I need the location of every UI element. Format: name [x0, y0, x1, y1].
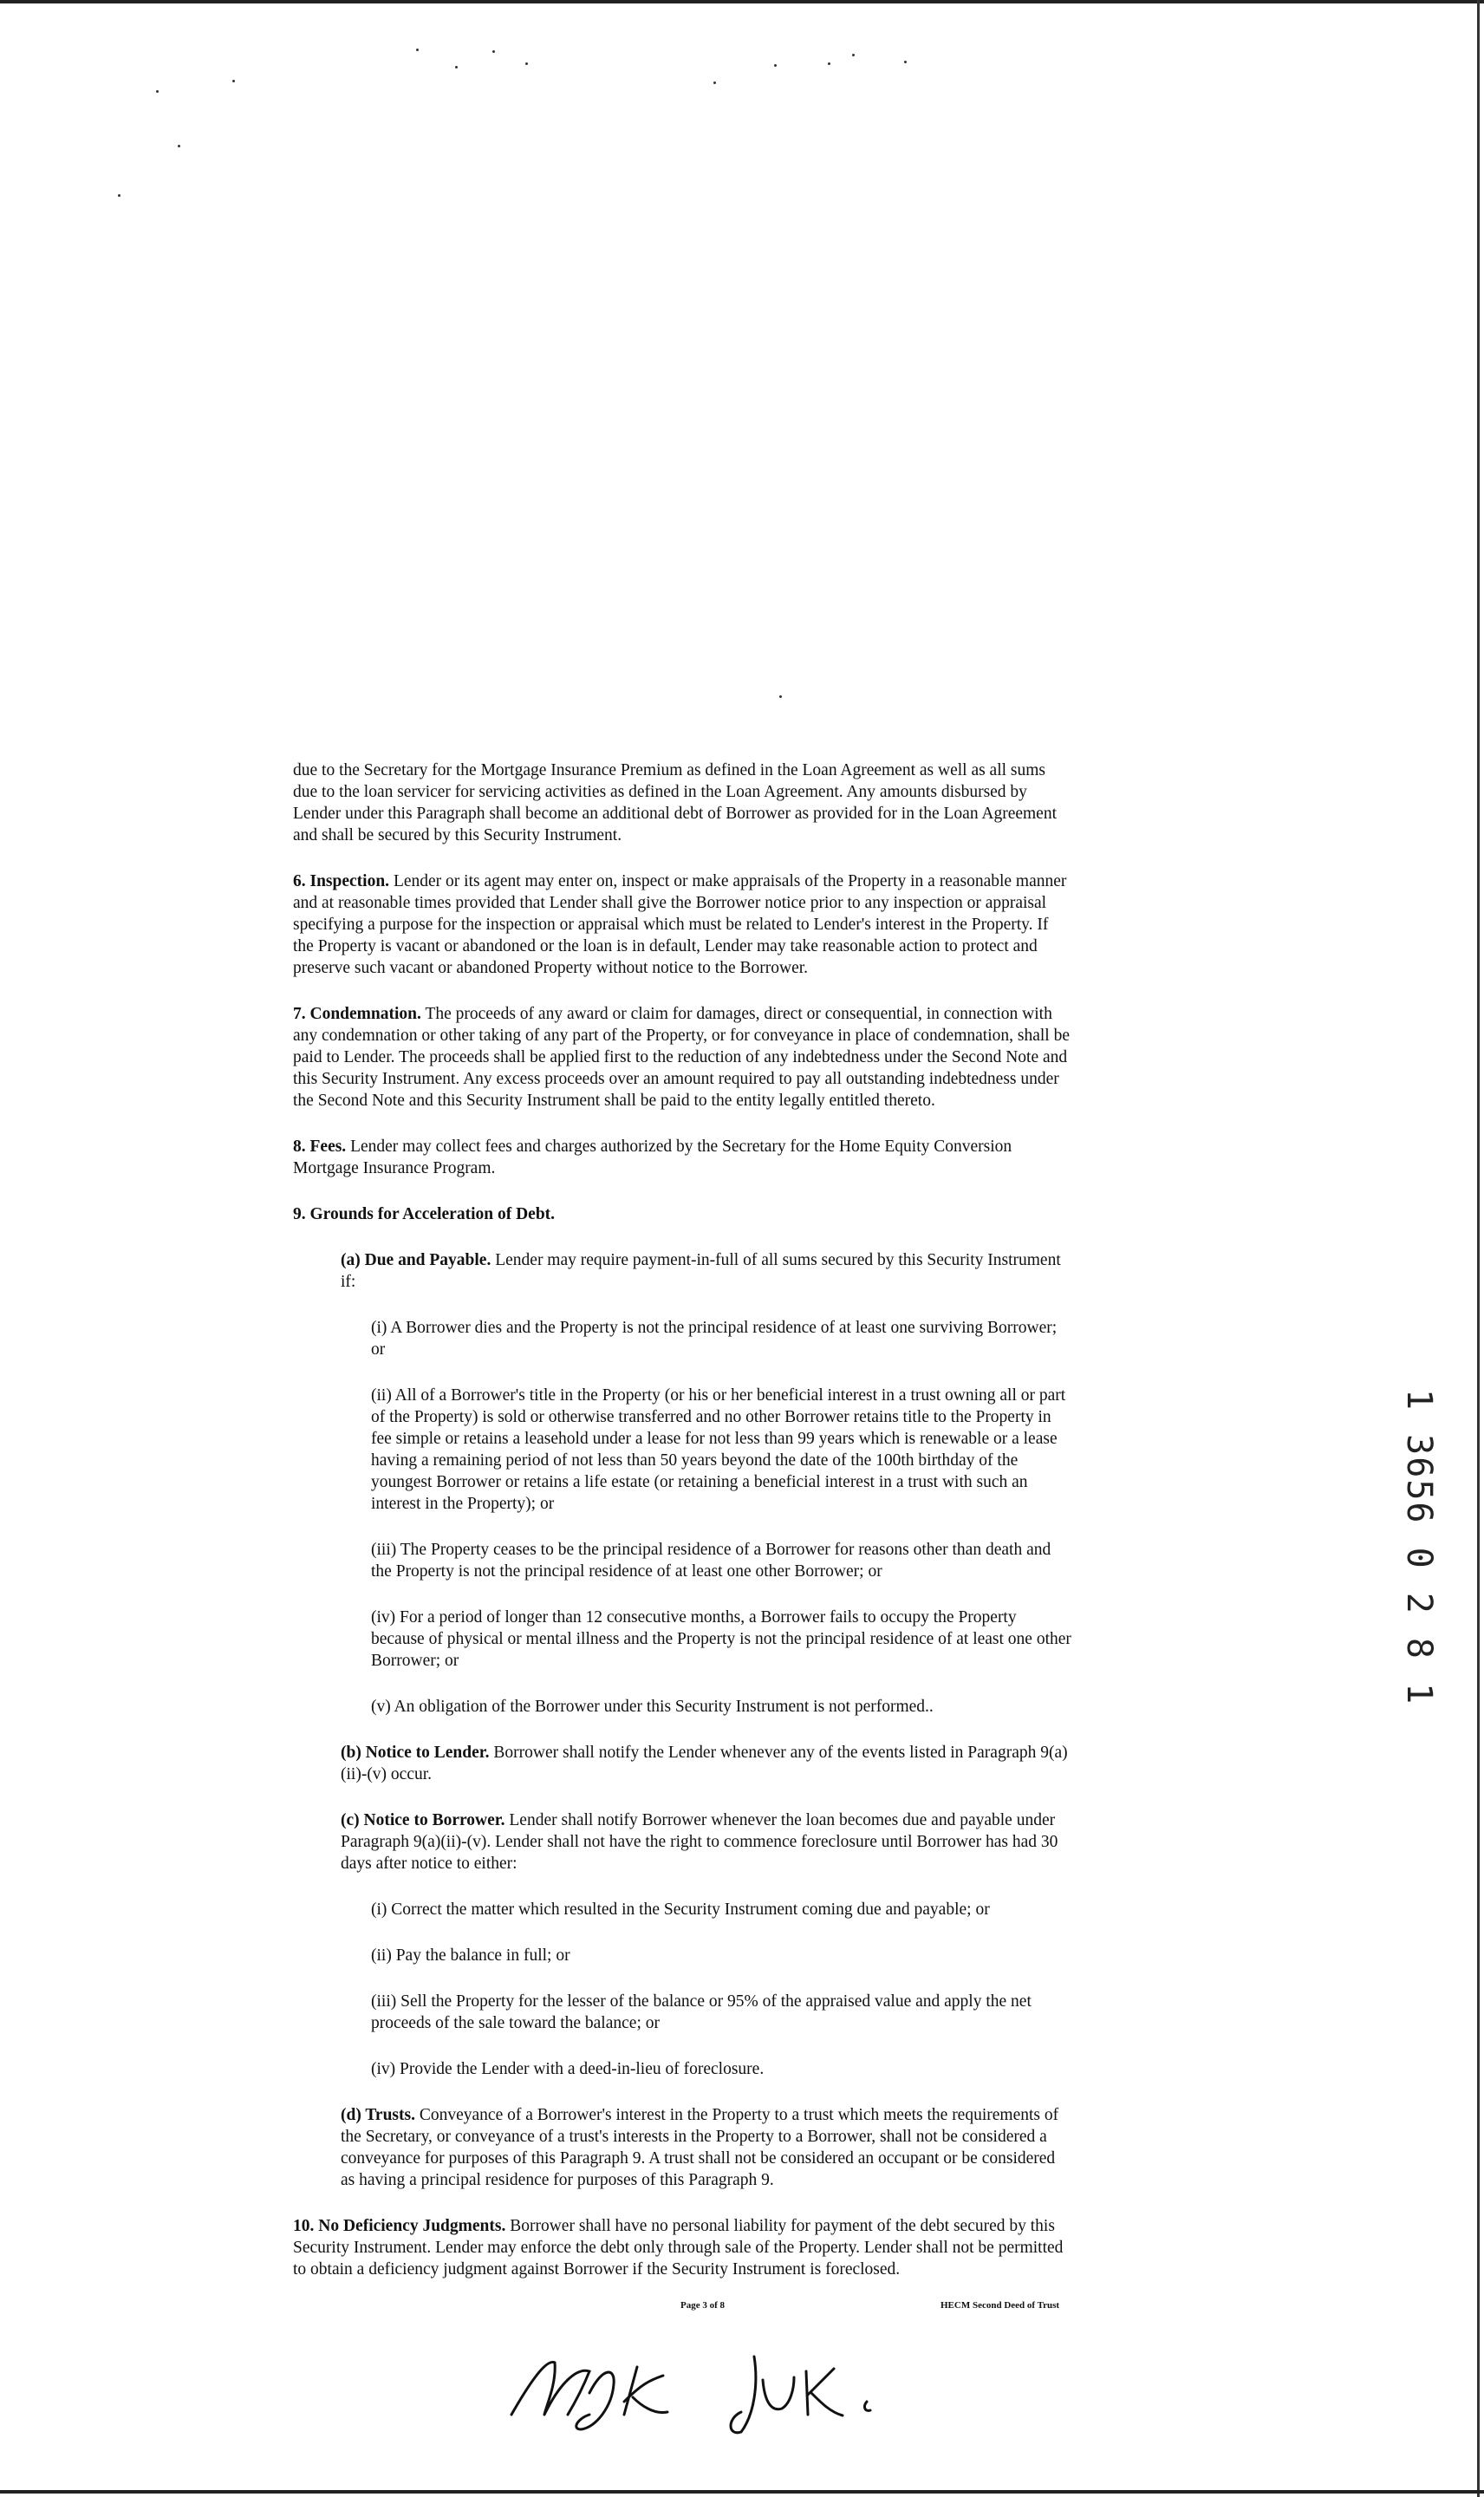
scan-speck	[492, 50, 495, 53]
clause-9c-iii: (iii) Sell the Property for the lesser of the balance or 95% of the appraised value and apply the net proceeds of the sale toward the balance; or	[371, 1992, 1032, 2032]
scan-speck	[455, 66, 458, 68]
clause-9a-iii: (iii) The Property ceases to be the principal residence of a Borrower for reasons other than death and the Property is not the principal residence of at least one other Borrower; or	[371, 1541, 1051, 1581]
scan-speck	[904, 61, 907, 63]
paragraph-9-heading	[293, 1203, 1073, 1225]
clause-9a-iv: (iv) For a period of longer than 12 consecutive months, a Borrower fails to occupy the Property because of physical or mental illness and the Property is not the principal residence of at least one other Borrower; or	[371, 1608, 1071, 1670]
scan-speck	[525, 62, 528, 65]
page-footer	[0, 2300, 1484, 2318]
scan-speck	[713, 81, 716, 84]
heading-inspection: 6. Inspection.	[293, 872, 390, 890]
scan-speck	[178, 145, 180, 147]
paragraph-9d: (d) Trusts. Conveyance of a Borrower's interest in the Property to a trust which meets the requirements of the Secretary, or conveyance of a trust's interests in the Property to a Borrower, shall not be considered a conveyance for purposes of this Paragraph 9. A trust shall not be considered an occupant or be considered as having a principal residence for purposes of this Paragraph 9.	[341, 2106, 1059, 2189]
heading-notice-lender: (b) Notice to Lender.	[341, 1744, 490, 1762]
paragraph-7-condemnation: 7. Condemnation. The proceeds of any award or claim for damages, direct or consequential, in connection with any condemnation or other taking of any part of the Property, or for conveyance in place of condemnation, shall be paid to Lender. The proceeds shall be applied first to the reduction of any indebtedness under the Second Note and this Security Instrument. Any excess proceeds over an amount required to pay all outstanding indebtedness under the Second Note and this Security Instrument shall be paid to the entity legally entitled thereto.	[293, 1005, 1070, 1110]
scan-speck	[852, 54, 855, 56]
paragraph-continuation: due to the Secretary for the Mortgage Insurance Premium as defined in the Loan Agreement as well as all sums due to the loan servicer for servicing activities as defined in the Loan Agreement. Any amounts disbursed by Lender under this Paragraph shall become an additional debt of Borrower as provided for in the Loan Agreement and shall be secured by this Security Instrument.	[293, 761, 1058, 844]
clause-9c-ii: (ii) Pay the balance in full; or	[371, 1946, 570, 1965]
clause-9c-iv: (iv) Provide the Lender with a deed-in-lieu of foreclosure.	[371, 2060, 765, 2078]
clause-9a-ii: (ii) All of a Borrower's title in the Property (or his or her beneficial interest in a trust owning all or part of the Property) is sold or otherwise transferred and no other Borrower retains title to the Property in fee simple or retains a leasehold under a lease for not less than 99 years which is renewable or a lease having a remaining period of not less than 50 years beyond the date of the 100th birthday of the youngest Borrower or retains a life estate (or retaining a beneficial interest in a trust with such an interest in the Property); or	[371, 1386, 1066, 1513]
document-body	[293, 760, 1073, 2305]
heading-trusts: (d) Trusts.	[341, 2106, 415, 2124]
paragraph-9c: (c) Notice to Borrower. Lender shall notify Borrower whenever the loan becomes due and payable under Paragraph 9(a)(ii)-(v). Lender shall not have the right to commence foreclosure until Borrower has had 30 days after notice to either:	[341, 1811, 1058, 1873]
scan-speck	[779, 695, 782, 698]
scan-border-right	[1477, 0, 1480, 2497]
scan-speck	[774, 64, 777, 67]
paragraph-6-inspection: 6. Inspection. Lender or its agent may enter on, inspect or make appraisals of the Property in a reasonable manner and at reasonable times provided that Lender shall give the Borrower notice prior to any inspection or appraisal specifying a purpose for the inspection or appraisal which must be related to Lender's interest in the Property. If the Property is vacant or abandoned or the loan is in default, Lender may take reasonable action to protect and preserve such vacant or abandoned Property without notice to the Borrower.	[293, 872, 1067, 977]
heading-due-payable: (a) Due and Payable.	[341, 1251, 491, 1269]
scan-speck	[416, 49, 419, 51]
paragraph-8-fees: 8. Fees. Lender may collect fees and charges authorized by the Secretary for the Home Equity Conversion Mortgage Insurance Program.	[293, 1138, 1012, 1177]
heading-no-deficiency: 10. No Deficiency Judgments.	[293, 2217, 506, 2235]
scan-speck	[156, 90, 159, 93]
recording-stamp-number: 1 3656 0 2 8 1	[1399, 1389, 1439, 1706]
heading-condemnation: 7. Condemnation.	[293, 1005, 421, 1023]
clause-9a-v: (v) An obligation of the Borrower under this Security Instrument is not performed..	[371, 1698, 934, 1716]
paragraph-10-no-deficiency: 10. No Deficiency Judgments. Borrower shall have no personal liability for payment of the debt secured by this Security Instrument. Lender may enforce the debt only through sale of the Property. Lender shall not be permitted to obtain a deficiency judgment against Borrower if the Security Instrument is foreclosed.	[293, 2217, 1064, 2279]
clause-9c-i: (i) Correct the matter which resulted in the Security Instrument coming due and payable; or	[371, 1900, 990, 1919]
form-name: HECM Second Deed of Trust	[941, 2300, 1060, 2311]
page-number: Page 3 of 8	[680, 2300, 726, 2311]
scan-speck	[232, 80, 235, 82]
scan-speck	[118, 194, 120, 197]
scan-border-top	[0, 0, 1484, 3]
clause-9a-i: (i) A Borrower dies and the Property is not the principal residence of at least one surviving Borrower; or	[371, 1319, 1058, 1359]
heading-notice-borrower: (c) Notice to Borrower.	[341, 1811, 505, 1829]
scan-speck	[828, 62, 830, 65]
scan-border-bottom	[0, 2490, 1484, 2494]
paragraph-9a: (a) Due and Payable. Lender may require payment-in-full of all sums secured by this Security Instrument if:	[341, 1251, 1061, 1291]
heading-grounds-acceleration: 9. Grounds for Acceleration of Debt.	[293, 1205, 556, 1223]
heading-fees: 8. Fees.	[293, 1138, 347, 1156]
paragraph-9b: (b) Notice to Lender. Borrower shall notify the Lender whenever any of the events listed in Paragraph 9(a)(ii)-(v) occur.	[341, 1744, 1068, 1783]
handwritten-initials	[494, 2332, 945, 2436]
